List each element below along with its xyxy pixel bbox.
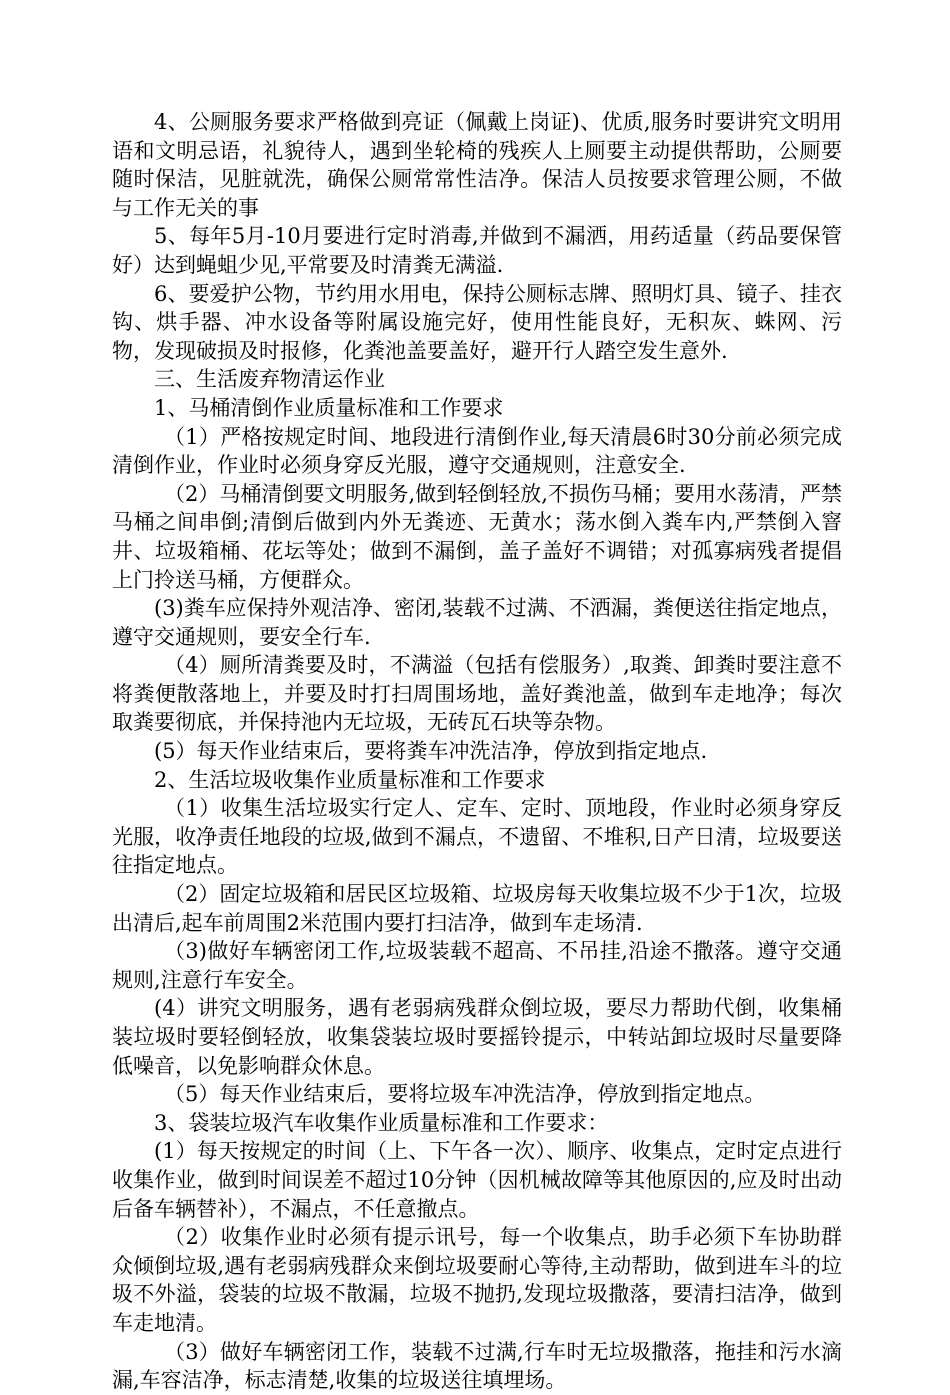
paragraph-chamberpot-5: (5）每天作业结束后，要将粪车冲洗洁净，停放到指定地点. [154, 739, 708, 764]
paragraph-household-4: (4）讲究文明服务，遇有老弱病残群众倒垃圾，要尽力帮助代倒，收集桶装垃圾时要轻倒轻放，收集袋装垃圾时要摇铃提示，中转站卸垃圾时尽量要降低噪音，以免影响群众休息。 [112, 996, 842, 1078]
paragraph-chamberpot-1: （1）严格按规定时间、地段进行清倒作业,每天清晨6时30分前必须完成清倒作业，作业时必须身穿反光服，遵守交通规则，注意安全. [112, 424, 842, 478]
paragraph-chamberpot-4: （4）厕所清粪要及时，不满溢（包括有偿服务）,取粪、卸粪时要注意不将粪便散落地上，并要及时打扫周围场地，盖好粪池盖，做到车走地净；每次取粪要彻底，并保持池内无垃圾，无砖瓦石块等杂物。 [112, 653, 842, 735]
paragraph-household-3: （3)做好车辆密闭工作,垃圾装载不超高、不吊挂,沿途不撒落。遵守交通规则,注意行车安全。 [112, 939, 842, 992]
paragraph-chamberpot-2: （2）马桶清倒要文明服务,做到轻倒轻放,不损伤马桶；要用水荡清，严禁马桶之间串倒;清倒后做到内外无粪迹、无黄水；荡水倒入粪车内,严禁倒入窨井、垃圾箱桶、花坛等处；做到不漏倒，盖子盖好不调错；对孤寡病残者提倡上门拎送马桶，方便群众。 [112, 481, 842, 592]
paragraph-bagged-2: （2）收集作业时必须有提示讯号，每一个收集点，助手必须下车协助群众倾倒垃圾,遇有老弱病残群众来倒垃圾要耐心等待,主动帮助，做到进车斗的垃圾不外溢，袋装的垃圾不散漏，垃圾不抛扔,发现垃圾撒落，要清扫洁净，做到车走地清。 [112, 1225, 842, 1335]
paragraph-household-1: （1）收集生活垃圾实行定人、定车、定时、顶地段，作业时必须身穿反光服，收净责任地段的垃圾,做到不漏点，不遗留、不堆积,日产日清，垃圾要送往指定地点。 [112, 796, 842, 878]
paragraph-toilet-service: 4、公厕服务要求严格做到亮证（佩戴上岗证)、优质,服务时要讲究文明用语和文明忌语，礼貌待人，遇到坐轮椅的残疾人上厕要主动提供帮助，公厕要随时保洁，见脏就洗，确保公厕常常性洁净。保洁人员按要求管理公厕，不做与工作无关的事 [112, 110, 842, 220]
section-heading-waste: 三、生活废弃物清运作业 [154, 367, 385, 392]
paragraph-household-2: （2）固定垃圾箱和居民区垃圾箱、垃圾房每天收集垃圾不少于1次，垃圾出清后,起车前周围2米范围内要打扫洁净，做到车走场清. [112, 882, 842, 935]
paragraph-bagged-3: （3）做好车辆密闭工作，装载不过满,行车时无垃圾撒落，拖挂和污水滴漏,车容洁净，标志清楚,收集的垃圾送往填埋场。 [112, 1339, 842, 1393]
subheading-chamberpot: 1、马桶清倒作业质量标准和工作要求 [154, 395, 504, 420]
paragraph-household-5: （5）每天作业结束后，要将垃圾车冲洗洁净，停放到指定地点。 [164, 1082, 766, 1107]
document-page [112, 108, 842, 1395]
subheading-household-waste: 2、生活垃圾收集作业质量标准和工作要求 [154, 767, 546, 792]
paragraph-bagged-1: (1）每天按规定的时间（上、下午各一次）、顺序、收集点，定时定点进行收集作业，做到时间误差不超过10分钟（因机械故障等其他原因的,应及时出动后备车辆替补），不漏点，不任意撤点。 [112, 1139, 842, 1221]
paragraph-disinfection: 5、每年5月-10月要进行定时消毒,并做到不漏洒，用药适量（药品要保管好）达到蝇蛆少见,平常要及时清粪无满溢. [112, 224, 842, 277]
paragraph-public-property: 6、要爱护公物，节约用水用电，保持公厕标志牌、照明灯具、镜子、挂衣钩、烘手器、冲水设备等附属设施完好，使用性能良好，无积灰、蛛网、污物，发现破损及时报修，化粪池盖要盖好，避开行人踏空发生意外. [112, 281, 842, 363]
subheading-bagged-waste: 3、袋装垃圾汽车收集作业质量标准和工作要求： [154, 1110, 609, 1135]
paragraph-chamberpot-3: (3)粪车应保持外观洁净、密闭,装载不过满、不洒漏，粪便送往指定地点，遵守交通规则，要安全行车. [112, 596, 842, 649]
